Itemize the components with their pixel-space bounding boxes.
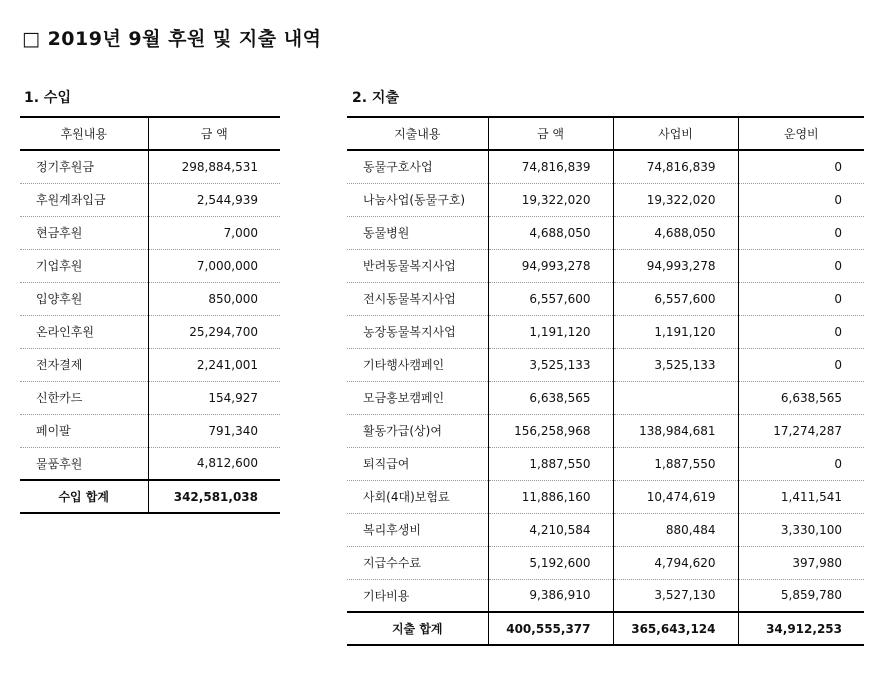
row-amount: 94,993,278: [488, 249, 613, 282]
row-business: 138,984,681: [613, 414, 738, 447]
expense-total-amount: 400,555,377: [488, 612, 613, 645]
row-operating: 0: [738, 348, 864, 381]
row-label: 입양후원: [20, 282, 148, 315]
income-heading: 1. 수입: [24, 90, 71, 106]
table-row: [347, 150, 864, 183]
row-label: 물품후원: [20, 447, 148, 480]
row-label: 기타비용: [347, 579, 488, 612]
row-amount: 1,887,550: [488, 447, 613, 480]
row-label: 전시동물복지사업: [347, 282, 488, 315]
table-row: [347, 513, 864, 546]
row-amount: 156,258,968: [488, 414, 613, 447]
row-label: 모금홍보캠페인: [347, 381, 488, 414]
row-operating: 0: [738, 315, 864, 348]
row-business: 1,191,120: [613, 315, 738, 348]
income-table: [20, 116, 280, 514]
table-row: [20, 348, 280, 381]
row-amount: 4,688,050: [488, 216, 613, 249]
expense-total-label: 지출 합계: [347, 612, 488, 645]
row-amount: 850,000: [148, 282, 280, 315]
table-row: [20, 381, 280, 414]
table-row: [347, 249, 864, 282]
row-business: 3,527,130: [613, 579, 738, 612]
table-row: [347, 282, 864, 315]
row-amount: 25,294,700: [148, 315, 280, 348]
row-label: 전자결제: [20, 348, 148, 381]
table-row: [20, 315, 280, 348]
row-label: 복리후생비: [347, 513, 488, 546]
income-total-label: 수입 합계: [20, 480, 148, 513]
row-business: 74,816,839: [613, 150, 738, 183]
column-header-content: 후원내용: [20, 117, 148, 150]
row-amount: 2,544,939: [148, 183, 280, 216]
row-operating: 0: [738, 447, 864, 480]
table-row: [347, 414, 864, 447]
expense-heading: 2. 지출: [352, 90, 399, 106]
row-label: 페이팔: [20, 414, 148, 447]
table-row: [20, 216, 280, 249]
income-total-row: [20, 480, 280, 513]
row-label: 활동가급(상)여: [347, 414, 488, 447]
row-amount: 791,340: [148, 414, 280, 447]
table-row: [20, 414, 280, 447]
row-business: [613, 381, 738, 414]
row-operating: 397,980: [738, 546, 864, 579]
row-amount: 6,638,565: [488, 381, 613, 414]
table-row: [20, 447, 280, 480]
row-label: 신한카드: [20, 381, 148, 414]
table-row: [347, 381, 864, 414]
row-business: 1,887,550: [613, 447, 738, 480]
row-label: 기타행사캠페인: [347, 348, 488, 381]
row-business: 4,688,050: [613, 216, 738, 249]
row-label: 온라인후원: [20, 315, 148, 348]
row-amount: 6,557,600: [488, 282, 613, 315]
table-header-row: [20, 117, 280, 150]
row-label: 후원계좌입금: [20, 183, 148, 216]
row-business: 880,484: [613, 513, 738, 546]
table-row: [347, 348, 864, 381]
row-label: 반려동물복지사업: [347, 249, 488, 282]
row-amount: 11,886,160: [488, 480, 613, 513]
row-amount: 19,322,020: [488, 183, 613, 216]
table-row: [347, 315, 864, 348]
row-label: 퇴직급여: [347, 447, 488, 480]
row-operating: 0: [738, 216, 864, 249]
row-amount: 4,812,600: [148, 447, 280, 480]
row-business: 10,474,619: [613, 480, 738, 513]
row-amount: 7,000,000: [148, 249, 280, 282]
table-row: [347, 183, 864, 216]
row-operating: 1,411,541: [738, 480, 864, 513]
table-row: [347, 216, 864, 249]
row-operating: 0: [738, 249, 864, 282]
row-business: 19,322,020: [613, 183, 738, 216]
row-label: 나눔사업(동물구호): [347, 183, 488, 216]
row-operating: 17,274,287: [738, 414, 864, 447]
row-amount: 9,386,910: [488, 579, 613, 612]
row-label: 동물구호사업: [347, 150, 488, 183]
expense-total-row: [347, 612, 864, 645]
table-row: [347, 579, 864, 612]
table-row: [20, 249, 280, 282]
column-header-operating: 운영비: [738, 117, 864, 150]
row-business: 94,993,278: [613, 249, 738, 282]
row-label: 지급수수료: [347, 546, 488, 579]
row-label: 기업후원: [20, 249, 148, 282]
table-row: [347, 546, 864, 579]
row-business: 4,794,620: [613, 546, 738, 579]
page-title: □ 2019년 9월 후원 및 지출 내역: [22, 28, 322, 50]
column-header-content: 지출내용: [347, 117, 488, 150]
row-operating: 3,330,100: [738, 513, 864, 546]
row-operating: 5,859,780: [738, 579, 864, 612]
row-business: 6,557,600: [613, 282, 738, 315]
row-label: 농장동물복지사업: [347, 315, 488, 348]
table-row: [20, 150, 280, 183]
row-amount: 74,816,839: [488, 150, 613, 183]
row-operating: 0: [738, 150, 864, 183]
row-amount: 3,525,133: [488, 348, 613, 381]
row-amount: 2,241,001: [148, 348, 280, 381]
income-total-amount: 342,581,038: [148, 480, 280, 513]
column-header-amount: 금 액: [148, 117, 280, 150]
expense-total-operating: 34,912,253: [738, 612, 864, 645]
row-label: 사회(4대)보험료: [347, 480, 488, 513]
expense-table: [347, 116, 864, 646]
row-amount: 154,927: [148, 381, 280, 414]
row-operating: 0: [738, 183, 864, 216]
column-header-business: 사업비: [613, 117, 738, 150]
table-row: [347, 447, 864, 480]
row-business: 3,525,133: [613, 348, 738, 381]
row-amount: 298,884,531: [148, 150, 280, 183]
row-operating: 6,638,565: [738, 381, 864, 414]
table-header-row: [347, 117, 864, 150]
table-row: [20, 282, 280, 315]
row-amount: 4,210,584: [488, 513, 613, 546]
row-operating: 0: [738, 282, 864, 315]
table-row: [20, 183, 280, 216]
row-label: 정기후원금: [20, 150, 148, 183]
row-amount: 5,192,600: [488, 546, 613, 579]
row-amount: 7,000: [148, 216, 280, 249]
row-label: 동물병원: [347, 216, 488, 249]
table-row: [347, 480, 864, 513]
row-label: 현금후원: [20, 216, 148, 249]
row-amount: 1,191,120: [488, 315, 613, 348]
column-header-amount: 금 액: [488, 117, 613, 150]
expense-total-business: 365,643,124: [613, 612, 738, 645]
